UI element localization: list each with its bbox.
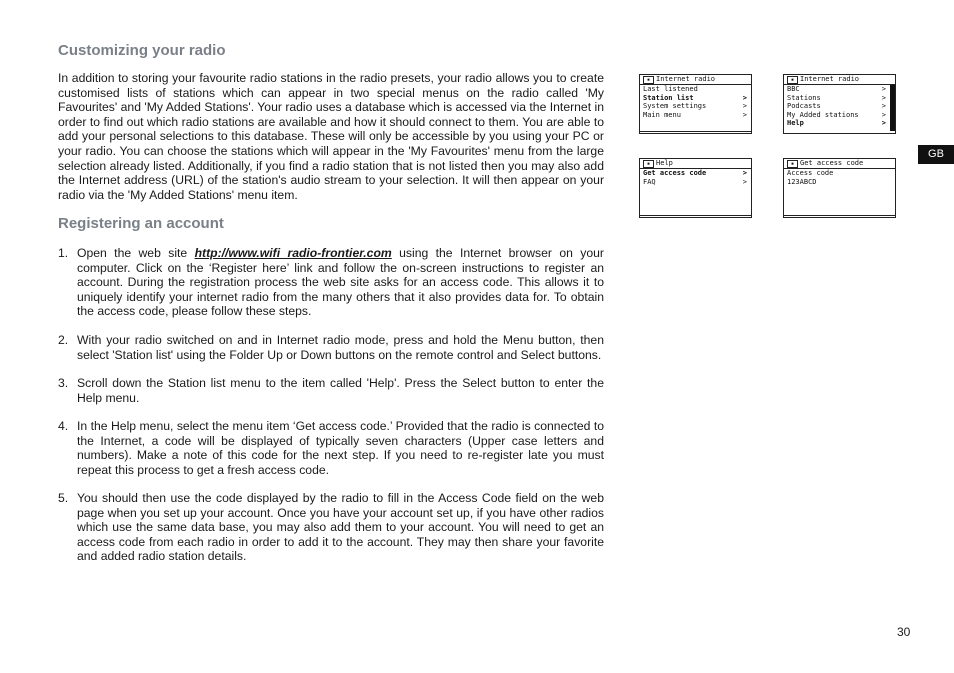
menu-row-label: Last listened	[643, 85, 698, 93]
website-link[interactable]: http://www.wifi radio-frontier.com	[194, 246, 392, 260]
menu-row-label: Main menu	[643, 110, 681, 119]
menu-row	[640, 111, 751, 120]
chevron-right-icon: >	[742, 177, 747, 186]
chevron-right-icon: >	[881, 102, 886, 111]
step-number: 5.	[58, 491, 69, 505]
step-number: 3.	[58, 376, 69, 390]
chevron-right-icon: >	[742, 169, 747, 177]
radio-screen-station-list	[783, 74, 896, 134]
radio-icon: ▪	[787, 76, 798, 84]
menu-row	[640, 85, 751, 94]
menu-row	[784, 102, 895, 111]
menu-row-label: Get access code	[643, 169, 707, 177]
chevron-right-icon: >	[881, 110, 886, 119]
step-text: You should then use the code displayed by the radio to fill in the Access Code field on the web page when you set up your account. Once you have your account set up, if you have other radios which use the same data base, you may also add them to your account. You will need to get an access code from each radio in order to add it to the account. They may then share your favorite and added radio station details.	[77, 491, 604, 564]
screen-title-bar	[784, 159, 895, 169]
section-heading-registering: Registering an account	[58, 215, 224, 232]
menu-row	[784, 85, 895, 94]
radio-screen-access-code	[783, 158, 896, 218]
screen-title: Internet radio	[800, 75, 860, 84]
step-text: With your radio switched on and in Internet radio mode, press and hold the Menu button, then select 'Station list' using the Folder Up or Down buttons on the remote control and Select buttons.	[77, 333, 604, 362]
intro-paragraph: In addition to storing your favourite radio stations in the radio presets, your radio allows you to create customised lists of stations which can appear in two special menus on the radio called 'My Favourites' and 'My Added Stations'. Your radio uses a database which is accessed via the Internet in order to find out which radio stations are available and how it should connect to them. You are able to add your personal selections to this database. These will only be accessible by you using your PC or your radio. You can choose the stations which will appear in the 'My Favourites' menu from the large selection already listed. Additionally, if you find a radio station that is not listed then you may also add the Internet address (URL) of the station's audio stream to your selection. It will then appear on your radio via the 'My Added Stations' menu item.	[58, 71, 604, 202]
screen-title: Get access code	[800, 159, 864, 168]
chevron-right-icon: >	[742, 102, 747, 111]
menu-row-label: Help	[787, 119, 804, 128]
menu-row-label: BBC	[787, 85, 800, 93]
menu-row-selected	[784, 119, 895, 128]
chevron-right-icon: >	[881, 119, 886, 128]
step-number: 4.	[58, 419, 69, 433]
menu-row-label: Station list	[643, 93, 694, 102]
chevron-right-icon: >	[881, 93, 886, 102]
menu-row-label: My Added stations	[787, 110, 859, 119]
chevron-right-icon: >	[742, 93, 747, 102]
page-number: 30	[897, 625, 911, 639]
menu-row	[640, 178, 751, 187]
screen-bottom-line	[784, 215, 895, 216]
screen-title: Internet radio	[656, 75, 716, 84]
menu-row	[784, 169, 895, 178]
access-code-value	[784, 178, 895, 187]
section-heading-customizing: Customizing your radio	[58, 42, 226, 59]
radio-icon: ▪	[787, 160, 798, 168]
step-text-post: using the Internet browser on your computer. Click on the ‘Register here’ link and follow the on-screen instructions to register an account. During the registration process the web site asks for an access code. This allows it to uniquely identify your internet radio from the many others that it also provides data for. To obtain the access code, please follow these steps.	[77, 246, 604, 319]
step-text-pre: Open the web site	[77, 246, 195, 260]
screen-title-bar	[640, 159, 751, 169]
menu-row	[640, 102, 751, 111]
menu-row-label: Stations	[787, 93, 821, 102]
radio-icon: ▪	[643, 160, 654, 168]
step-text	[77, 246, 604, 319]
radio-screen-internet-radio-menu	[639, 74, 752, 134]
screen-bottom-line	[640, 131, 751, 132]
screen-bottom-line	[640, 215, 751, 216]
menu-row-selected	[640, 169, 751, 178]
menu-row-label: Podcasts	[787, 102, 821, 111]
menu-row-label: 123ABCD	[787, 177, 817, 186]
radio-icon: ▪	[643, 76, 654, 84]
screen-title-bar	[640, 75, 751, 85]
menu-row	[784, 111, 895, 120]
step-number: 2.	[58, 333, 69, 347]
language-badge: GB	[918, 145, 954, 164]
step-text: Scroll down the Station list menu to the item called 'Help'. Press the Select button to enter the Help menu.	[77, 376, 604, 405]
menu-row-selected	[640, 94, 751, 103]
menu-row	[784, 94, 895, 103]
screen-title: Help	[656, 159, 673, 168]
menu-row-label: Access code	[787, 169, 834, 177]
chevron-right-icon: >	[742, 110, 747, 119]
scrollbar	[890, 85, 895, 131]
chevron-right-icon: >	[881, 85, 886, 93]
menu-row-label: FAQ	[643, 177, 656, 186]
screen-title-bar	[784, 75, 895, 85]
step-text: In the Help menu, select the menu item ‘Get access code.’ Provided that the radio is connected to the Internet, a code will be displayed of typically seven characters (Upper case letters and numbers). Make a note of this code for the next step. If you need to re-register late you must repeat this process to get a fresh access code.	[77, 419, 604, 477]
menu-row-label: System settings	[643, 102, 707, 111]
step-number: 1.	[58, 246, 69, 260]
radio-screen-help-menu	[639, 158, 752, 218]
